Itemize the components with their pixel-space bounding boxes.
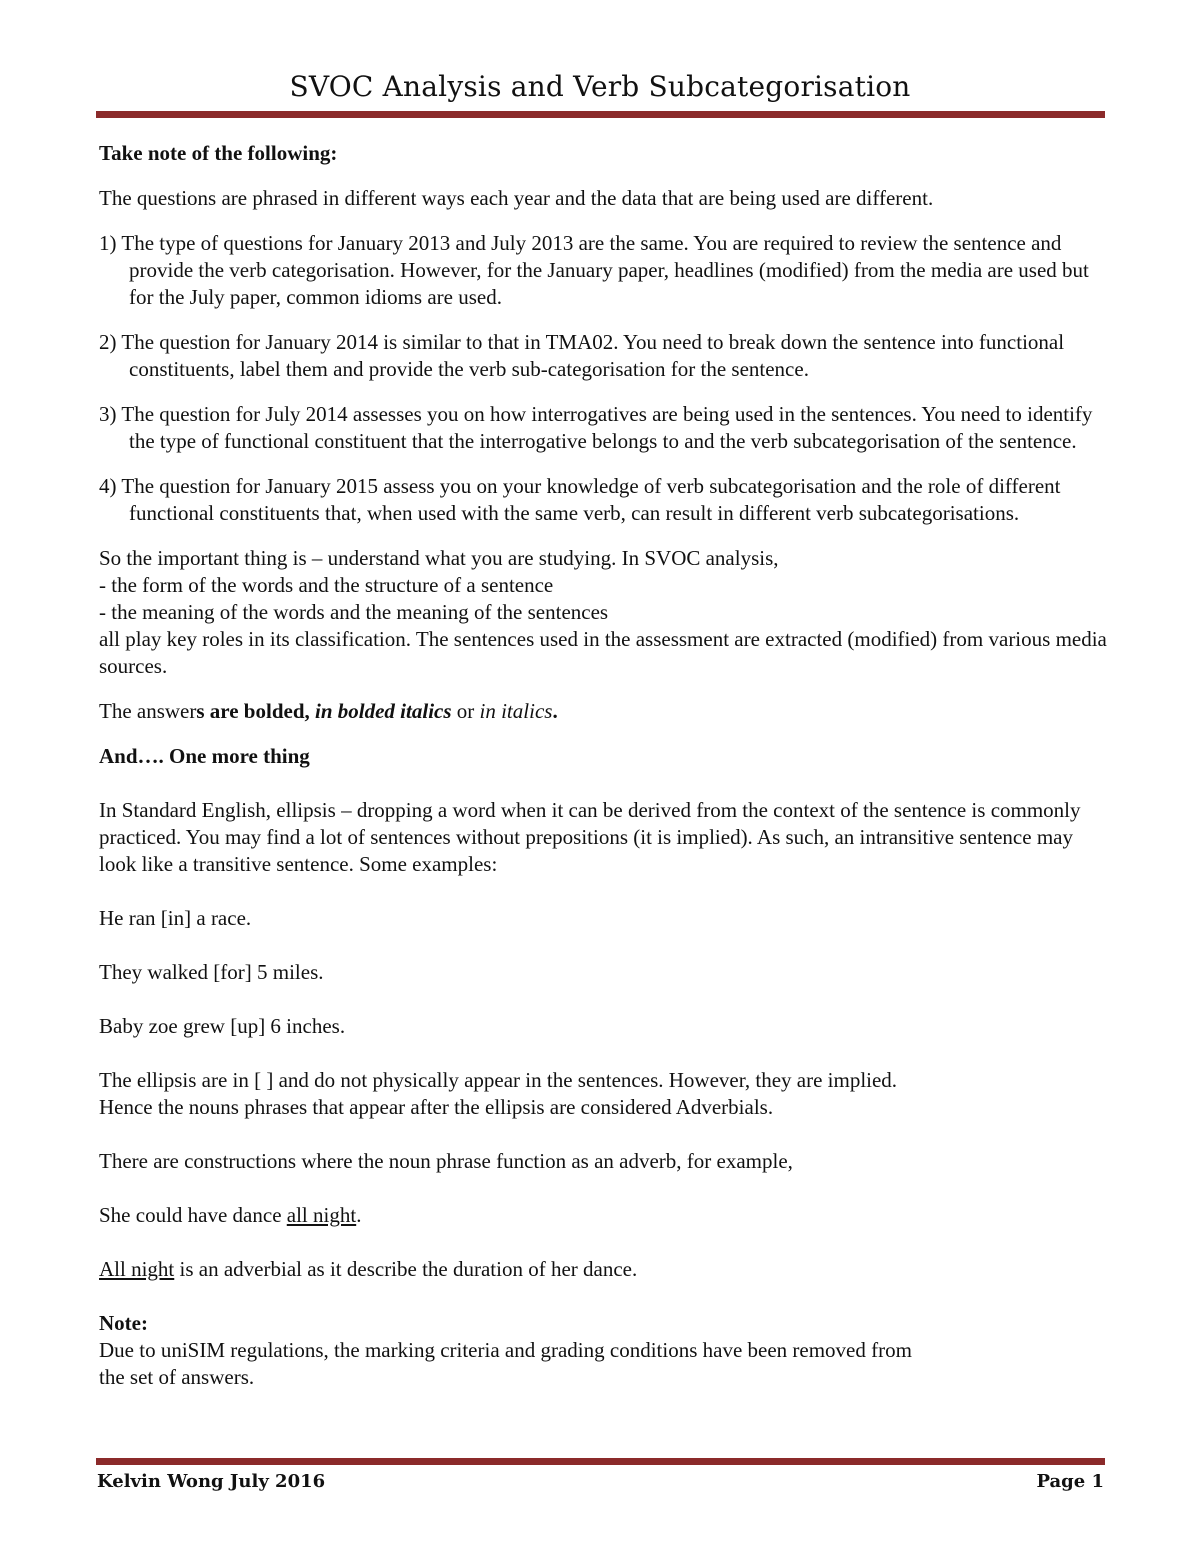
she-prefix: She could have dance xyxy=(99,1203,287,1227)
example-sentence: They walked [for] 5 miles. xyxy=(99,960,324,984)
note-paragraph xyxy=(99,1310,1109,1391)
ellipsis-note-paragraph xyxy=(99,1067,1109,1121)
important-line: So the important thing is – understand what you are studying. In SVOC analysis, xyxy=(99,546,779,570)
she-underline: all night xyxy=(286,1203,357,1227)
important-paragraph xyxy=(99,545,1109,680)
page-title: SVOC Analysis and Verb Subcategorisation xyxy=(289,70,911,103)
answers-bold: s are bolded, xyxy=(196,699,310,723)
answers-format-paragraph xyxy=(99,698,1109,725)
important-line: - the meaning of the words and the meaning of the sentences xyxy=(99,600,609,624)
intro-paragraph: The questions are phrased in different ways each year and the data that are being used are different. xyxy=(99,186,934,210)
answers-or: or xyxy=(451,699,480,723)
list-item: 3) The question for July 2014 assesses you on how interrogatives are being used in the sentences. You need to identify the type of functional constituent that the interrogative belongs to and the verb subcategorisation of the sentence. xyxy=(99,402,1093,453)
answers-end: . xyxy=(552,699,558,723)
list-item: 4) The question for January 2015 assess you on your knowledge of verb subcategorisation and the role of different functional constituents that, when used with the same verb, can result in different verb subcategorisations. xyxy=(99,474,1061,525)
footer-author: Kelvin Wong July 2016 xyxy=(97,1471,326,1492)
note-line: Due to uniSIM regulations, the marking criteria and grading conditions have been removed from xyxy=(99,1338,912,1362)
list-item: 2) The question for January 2014 is similar to that in TMA02. You need to break down the sentence into functional constituents, label them and provide the verb sub-categorisation for the sentence. xyxy=(99,330,1065,381)
one-more-heading: And…. One more thing xyxy=(99,744,310,768)
footer-page-number: Page 1 xyxy=(1036,1471,1104,1492)
answers-prefix: The answer xyxy=(99,699,197,723)
header-rule xyxy=(96,111,1105,118)
important-line: - the form of the words and the structure of a sentence xyxy=(99,573,554,597)
take-note-heading: Take note of the following: xyxy=(99,141,338,165)
ellipsis-note-line: The ellipsis are in [ ] and do not physically appear in the sentences. However, they are implied. xyxy=(99,1068,898,1092)
example-sentence: He ran [in] a race. xyxy=(99,906,252,930)
answers-bold-italic: in bolded italics xyxy=(315,699,452,723)
all-night-paragraph xyxy=(99,1256,1109,1283)
example-she xyxy=(99,1202,1109,1229)
document-body xyxy=(99,140,1109,1409)
all-night-rest: is an adverbial as it describe the duration of her dance. xyxy=(174,1257,638,1281)
constructions-paragraph: There are constructions where the noun phrase function as an adverb, for example, xyxy=(99,1149,793,1173)
example-sentence: Baby zoe grew [up] 6 inches. xyxy=(99,1014,346,1038)
note-label: Note: xyxy=(99,1311,148,1335)
important-line: all play key roles in its classification. The sentences used in the assessment are extracted (modified) from various media sources. xyxy=(99,627,1107,678)
all-night-underline: All night xyxy=(99,1257,175,1281)
list-item: 1) The type of questions for January 2013 and July 2013 are the same. You are required to review the sentence and provide the verb categorisation. However, for the January paper, headlines (modified) from the media are used but for the July paper, common idioms are used. xyxy=(99,231,1089,309)
ellipsis-paragraph: In Standard English, ellipsis – dropping a word when it can be derived from the context of the sentence is commonly practiced. You may find a lot of sentences without prepositions (it is implied). As such, an intransitive sentence may look like a transitive sentence. Some examples: xyxy=(99,798,1081,876)
ellipsis-note-line: Hence the nouns phrases that appear after the ellipsis are considered Adverbials. xyxy=(99,1095,774,1119)
note-line: the set of answers. xyxy=(99,1365,255,1389)
answers-italic: in italics xyxy=(479,699,553,723)
she-end: . xyxy=(356,1203,362,1227)
footer-rule xyxy=(96,1458,1105,1465)
